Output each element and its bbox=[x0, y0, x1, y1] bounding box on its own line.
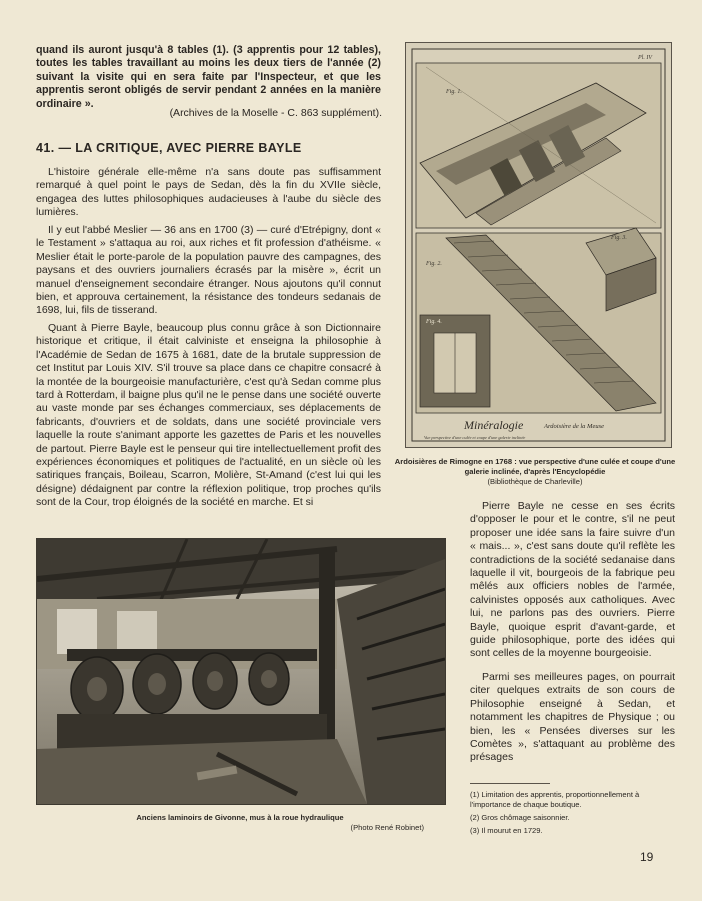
continued-quote: quand ils auront jusqu'à 8 tables (1). (3 apprentis pour 12 tables), toutes les tables travaillant au moins les deux tiers de l'année (2) suivant la visite qui en sera faite par l'Inspecteur, et que les apprentis seront obligés de servir pendant 2 années en la manière ordinaire ». bbox=[36, 44, 381, 110]
plate-corner-label: Pl. IV bbox=[638, 55, 652, 61]
plate-subtitle: Ardoisière de la Meuse bbox=[544, 423, 604, 430]
paragraph-2: Il y eut l'abbé Meslier — 36 ans en 1700 (3) — curé d'Etrépigny, dont « le Testament » s'attaqua au roi, aux riches et fit profession d'athéisme. « Meslier était le porte-parole de la population pauvre des campagnes, des paysans et des ouvriers journaliers écrasés par la misère », écrit un manuel d'enseignement secondaire étranger. Nous ajoutons qu'il connut bien, et approuva certainement, la résistance des tondeurs sedanais de 1698, lui, fils de tisserand. bbox=[36, 224, 381, 317]
section-heading: 41. — LA CRITIQUE, AVEC PIERRE BAYLE bbox=[36, 141, 302, 155]
plate-fig2-label: Fig. 2. bbox=[426, 261, 442, 267]
photo-caption-credit: (Photo René Robinet) bbox=[350, 823, 424, 832]
footnote-3: (3) Il mourut en 1729. bbox=[470, 826, 543, 835]
right-paragraph-1: Pierre Bayle ne cesse en ses écrits d'opposer le pour et le contre, s'il ne peut proposer une idée sans la faire suivre d'un « mais... », c'est sans doute qu'il reflète les contradictions de la société sedanaise dans laquelle il vit, bourgeois de la fabrique peu mêlés aux officiers nobles de l'armée, calvinistes opposés aux catholiques. Avec lui, ne parlons pas des ouvriers. Pierre Bayle, quoique esprit d'avant-garde, et guide philosophique, porte des idées qui sont celles de la moyenne bourgeoisie. bbox=[470, 500, 675, 660]
rolling-mill-image bbox=[37, 539, 445, 804]
page-number: 19 bbox=[640, 850, 654, 864]
footnote-1: (1) Limitation des apprentis, proportionnellement à l'importance de chaque boutique. bbox=[470, 790, 640, 809]
plate-caption bbox=[390, 457, 680, 487]
plate-legend: Vue perspective d'une culée et coupe d'une galerie inclinée bbox=[424, 435, 526, 440]
plate-fig1-label: Fig. 1. bbox=[446, 89, 462, 95]
plate-fig4-label: Fig. 4. bbox=[426, 319, 442, 325]
photo-caption bbox=[36, 813, 444, 833]
encyclopedie-plate bbox=[405, 42, 672, 448]
footnote-2: (2) Gros chômage saisonnier. bbox=[470, 813, 570, 822]
paragraph-3: Quant à Pierre Bayle, beaucoup plus connu grâce à son Dictionnaire historique et critique, il était calviniste et enseigna la philosophie à l'Académie de Sedan de 1675 à 1681, date de la brutale suppression de cet Institut par Louis XIV. S'il trouve sa place dans ce chapitre consacré à la montée de la bourgeoisie manufacturière, c'est qu'à Sedan comme plus tard à Rotterdam, il baigne plus qu'il ne le pense dans une société ouverte au vaste monde par ses échanges commerciaux, ses déplacements de fabricants, d'ouvriers et de soldats, dans une société provinciale vers laquelle la route s'animant apporte les gazettes de Paris et les nouvelles de partout. Pierre Bayle est le penseur qui tire intellectuellement profit des expériences économiques et politiques de l'actualité, en un siècle où les satiriques français, Boileau, Scarron, Molière, St-Amand (c'est lui qui les désigne) dédaignent par contre la réflexion politique, trop proches qu'ils sont de la Cour, trop éloignés de la société en marche. Et si bbox=[36, 322, 381, 509]
plate-caption-source: (Bibliothèque de Charleville) bbox=[487, 477, 583, 486]
footnotes bbox=[470, 790, 675, 839]
right-column bbox=[470, 500, 675, 765]
plate-fig3-label: Fig. 3. bbox=[611, 235, 627, 241]
archives-reference: (Archives de la Moselle - C. 863 supplément). bbox=[169, 107, 382, 119]
photo-caption-title: Anciens laminoirs de Givonne, mus à la roue hydraulique bbox=[136, 813, 344, 822]
plate-engraving bbox=[406, 43, 671, 447]
plate-caption-title: Ardoisières de Rimogne en 1768 : vue perspective d'une culée et coupe d'une galerie inclinée, d'après l'Encyclopédie bbox=[394, 457, 676, 476]
paragraph-1: L'histoire générale elle-même n'a sans doute pas suffisamment remarqué à quel point le pays de Sedan, dès la fin du XVIIe siècle, engagea des luttes philosophiques audacieuses à l'aube du siècle des lumières. bbox=[36, 166, 381, 219]
right-paragraph-2: Parmi ses meilleures pages, on pourrait citer quelques extraits de son cours de Philosophie enseigné à Sedan, et notamment les chapitres de Physique ; ou bien, les « Pensées diverses sur les Comètes », s'attaquant au problème des présages bbox=[470, 670, 675, 764]
laminoirs-photo bbox=[36, 538, 446, 805]
plate-title: Minéralogie bbox=[464, 418, 524, 432]
footnote-rule bbox=[470, 783, 550, 784]
